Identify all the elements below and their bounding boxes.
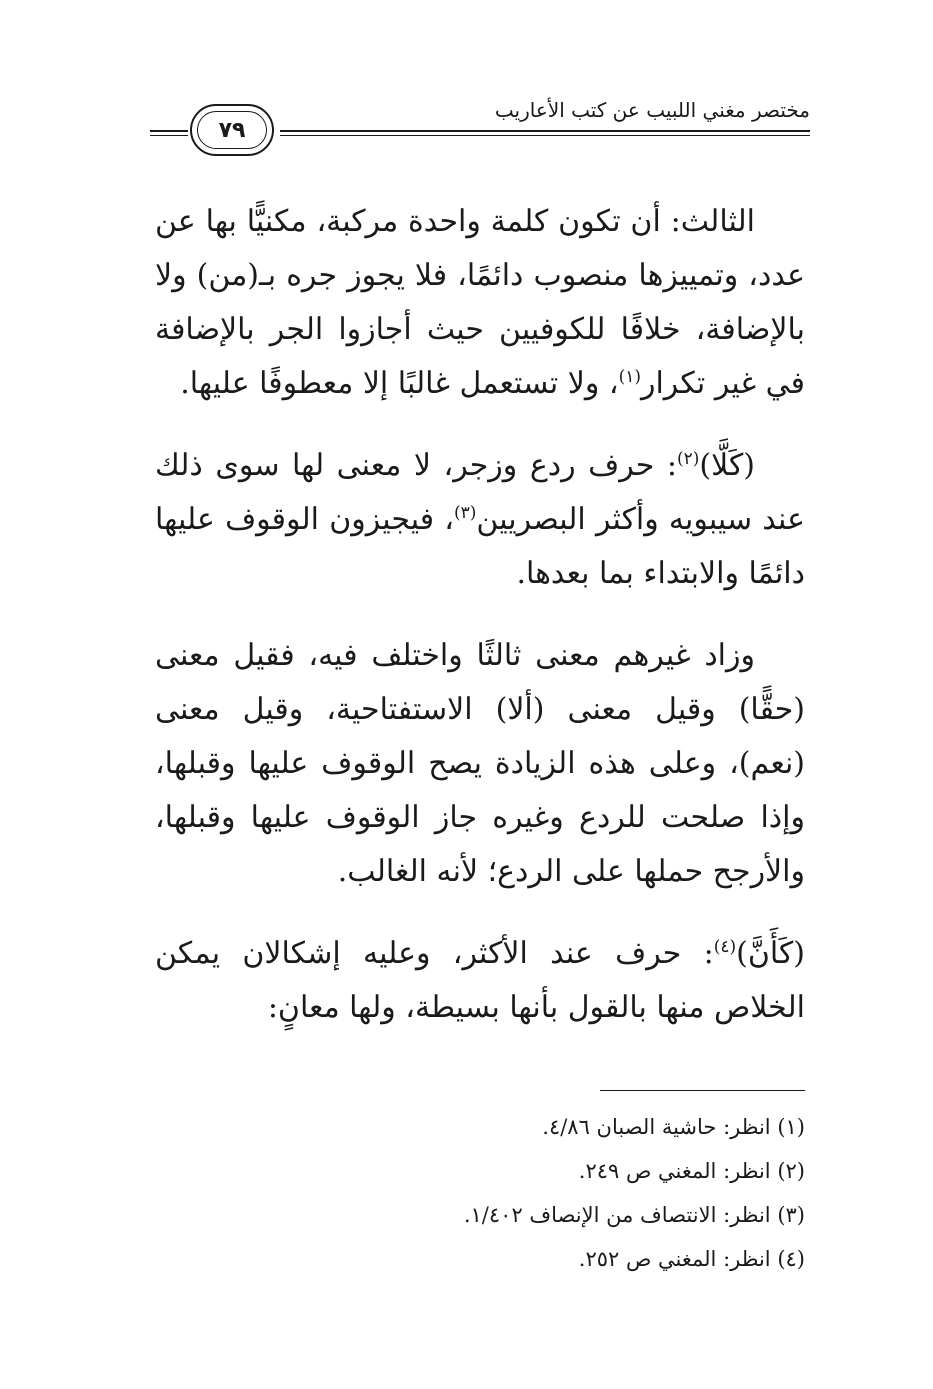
paragraph-text: الثالث: أن تكون كلمة واحدة مركبة، مكنيًّا بها عن عدد، وتمييزها منصوب دائمًا، فلا يجوز جره بـ(من) ولا بالإضافة، خلافًا للكوفيين حيث أجازوا الجر بالإضافة في غير تكرار xyxy=(155,204,805,401)
running-title: مختصر مغني اللبيب عن كتب الأعاريب xyxy=(494,98,810,122)
footnotes xyxy=(155,1105,805,1281)
entry-term: (كَأَنَّ) xyxy=(736,936,805,971)
header-rule-thin xyxy=(280,135,810,136)
entry-kalla xyxy=(155,439,805,601)
main-text xyxy=(155,195,805,1035)
footnote-ref: (١) xyxy=(618,367,641,387)
paragraph-wazad: وزاد غيرهم معنى ثالثًا واختلف فيه، فقيل معنى (حقًّا) وقيل معنى (ألا) الاستفتاحية، وقيل معنى (نعم)، وعلى هذه الزيادة يصح الوقوف عليها وقبلها، وإذا صلحت للردع وغيره جاز الوقوف عليها وقبلها، والأرجح حملها على الردع؛ لأنه الغالب. xyxy=(155,638,805,889)
footnote: (٣) انظر: الانتصاف من الإنصاف ١/٤٠٢. xyxy=(463,1203,805,1227)
entry-text: ، فيجيزون الوقوف عليها دائمًا والابتداء بما بعدها. xyxy=(155,502,805,591)
page-number-badge xyxy=(190,104,274,156)
header-rule-left-thin xyxy=(150,135,188,136)
entry-text: : حرف ردع وزجر، لا معنى لها سوى ذلك عند سيبويه وأكثر البصريين xyxy=(155,448,805,537)
footnote: (١) انظر: حاشية الصبان ٤/٨٦. xyxy=(542,1115,805,1139)
entry-kaanna xyxy=(155,927,805,1035)
entry-term: (كَلَّا) xyxy=(699,448,755,483)
header-rule-left xyxy=(150,130,188,132)
footnote-ref: (٤) xyxy=(713,937,737,957)
entry-text: : حرف عند الأكثر، وعليه إشكالان يمكن الخلاص منها بالقول بأنها بسيطة، ولها معانٍ: xyxy=(155,936,805,1025)
footnote-ref: (٢) xyxy=(676,449,700,469)
footnote: (٤) انظر: المغني ص ٢٥٢. xyxy=(578,1247,805,1271)
page-number: ٧٩ xyxy=(218,117,246,143)
footnote: (٢) انظر: المغني ص ٢٤٩. xyxy=(578,1159,805,1183)
paragraph-thalith xyxy=(155,195,805,411)
paragraph-text: ، ولا تستعمل غالبًا إلا معطوفًا عليها. xyxy=(180,366,619,401)
footnote-ref: (٣) xyxy=(454,503,477,523)
footnote-divider xyxy=(600,1090,805,1091)
header-rule xyxy=(280,130,810,132)
page-header xyxy=(150,88,810,148)
